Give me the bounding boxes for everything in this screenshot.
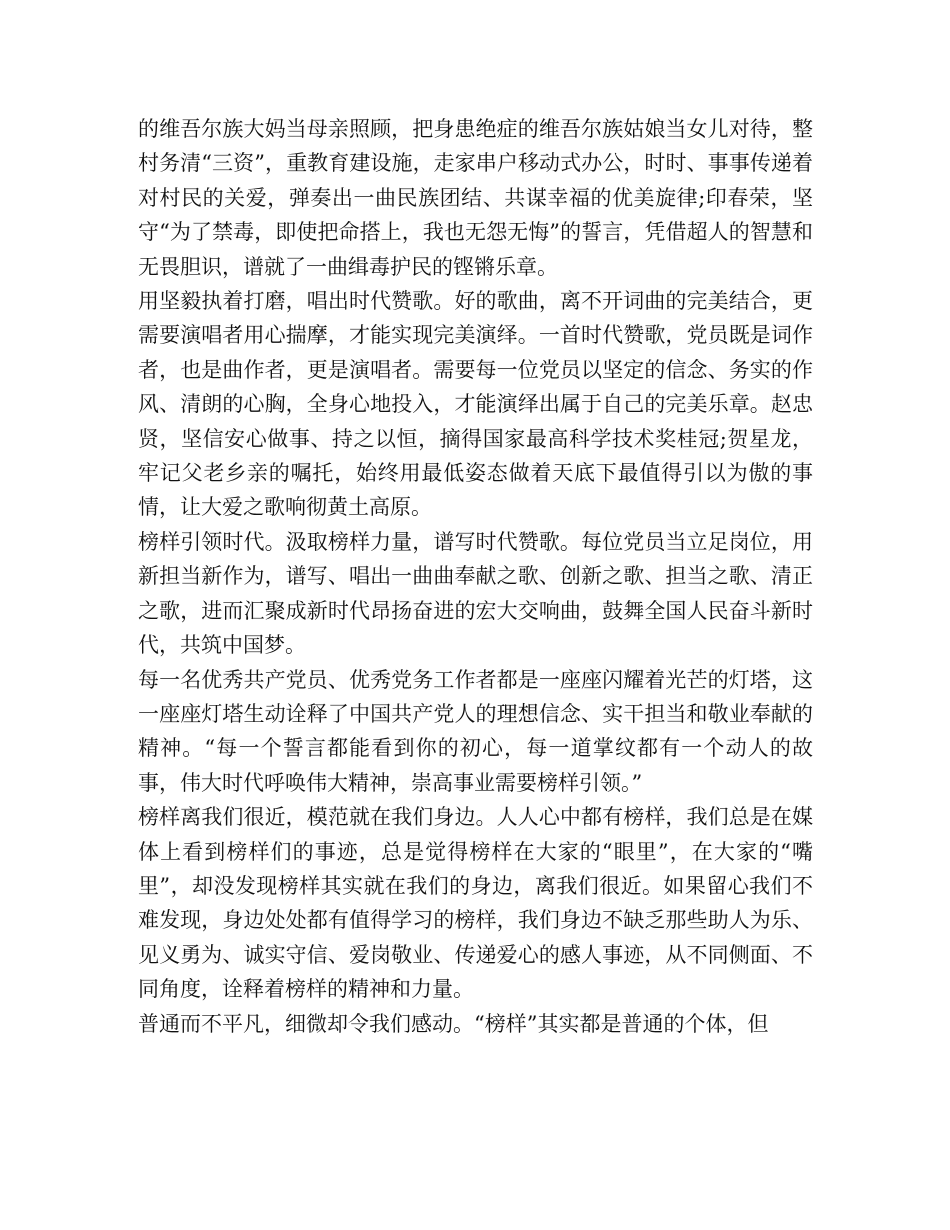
paragraph: 每一名优秀共产党员、优秀党务工作者都是一座座闪耀着光芒的灯塔，这一座座灯塔生动诠释了中国共产党人的理想信念、实干担当和敬业奉献的精神。“每一个誓言都能看到你的初心，每一道掌纹都有一个动人的故事，伟大时代呼唤伟大精神，崇高事业需要榜样引领。” [138,667,813,795]
paragraph: 的维吾尔族大妈当母亲照顾，把身患绝症的维吾尔族姑娘当女儿对待，整村务清“三资”，重教育建设施，走家串户移动式办公，时时、事事传递着对村民的关爱，弹奏出一曲民族团结、共谋幸福的优美旋律;印春荣，坚守“为了禁毒，即使把命搭上，我也无怨无悔”的誓言，凭借超人的智慧和无畏胆识，谱就了一曲缉毒护民的铿锵乐章。 [138,117,813,279]
paragraph: 用坚毅执着打磨，唱出时代赞歌。好的歌曲，离不开词曲的完美结合，更需要演唱者用心揣摩，才能实现完美演绎。一首时代赞歌，党员既是词作者，也是曲作者，更是演唱者。需要每一位党员以坚定的信念、务实的作风、清朗的心胸，全身心地投入，才能演绎出属于自己的完美乐章。赵忠贤，坚信安心做事、持之以恒，摘得国家最高科学技术奖桂冠;贺星龙，牢记父老乡亲的嘱托，始终用最低姿态做着天底下最值得引以为傲的事情，让大爱之歌响彻黄土高原。 [138,289,813,520]
paragraph: 榜样离我们很近，模范就在我们身边。人人心中都有榜样，我们总是在媒体上看到榜样们的事迹，总是觉得榜样在大家的“眼里”，在大家的“嘴里”，却没发现榜样其实就在我们的身边，离我们很近。如果留心我们不难发现，身边处处都有值得学习的榜样，我们身边不缺乏那些助人为乐、见义勇为、诚实守信、爱岗敬业、传递爱心的感人事迹，从不同侧面、不同角度，诠释着榜样的精神和力量。 [138,805,813,1002]
paragraph: 普通而不平凡，细微却令我们感动。“榜样”其实都是普通的个体，但 [138,1011,769,1036]
document-body [138,112,813,1041]
paragraph: 榜样引领时代。汲取榜样力量，谱写时代赞歌。每位党员当立足岗位，用新担当新作为，谱写、唱出一曲曲奉献之歌、创新之歌、担当之歌、清正之歌，进而汇聚成新时代昂扬奋进的宏大交响曲，鼓舞全国人民奋斗新时代，共筑中国梦。 [138,529,813,658]
